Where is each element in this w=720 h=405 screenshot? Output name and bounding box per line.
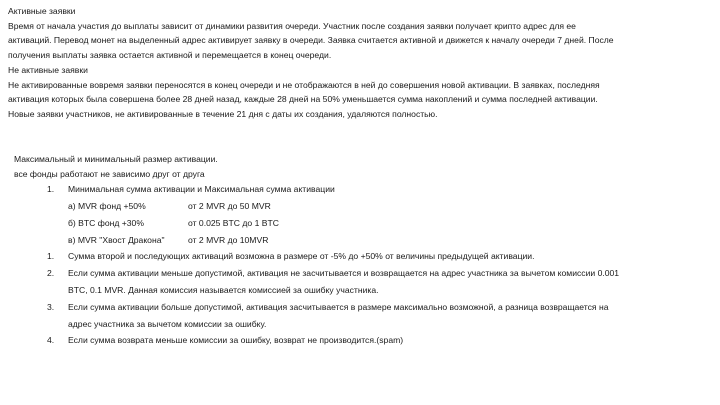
item-text: Если сумма возврата меньше комиссии за ошибку, возврат не производится.(spam)	[68, 335, 404, 346]
item-number: 1.	[47, 184, 55, 195]
active-line-3: получения выплаты заявка остается активной и перемещается в конец очереди.	[8, 50, 332, 61]
list-item	[14, 299, 714, 316]
list-item-continued	[14, 282, 714, 299]
item-number	[14, 198, 68, 215]
inactive-line-1: Не активированные вовремя заявки переносятся в конец очереди и не отображаются в ней до совершения новой активации. В заявках, последняя	[8, 79, 600, 90]
list-item	[14, 248, 714, 265]
active-heading: Активные заявки	[8, 6, 76, 16]
fund-row-mvr	[14, 198, 714, 215]
queue-rules-section	[8, 4, 716, 122]
fund-row-btc	[14, 215, 714, 232]
fund-name: в) MVR "Хвост Дракона"	[68, 234, 165, 245]
fund-name: б) BTC фонд +30%	[68, 217, 144, 228]
inactive-line-2: активация которых была совершена более 28 дней назад, каждые 28 дней на 50% уменьшается сумма накоплений и сумма последней активации.	[8, 94, 598, 105]
list-item	[14, 265, 714, 282]
item-number	[14, 215, 68, 232]
fund-range: от 2 MVR до 10MVR	[188, 234, 269, 245]
active-line-2: активаций. Перевод монет на выделенный адрес активирует заявку в очереди. Заявка считается активной и движется к началу очереди 7 дней. После	[8, 35, 614, 46]
item-number: 3.	[47, 301, 55, 312]
item-text: Если сумма активации меньше допустимой, активация не засчитывается и возвращается на адрес участника за вычетом комиссии 0.001	[68, 268, 620, 279]
active-line-1: Время от начала участия до выплаты зависит от динамики развития очереди. Участник после создания заявки получает крипто адрес для ее	[8, 20, 576, 31]
item-number	[14, 316, 68, 333]
item-text: Сумма второй и последующих активаций возможна в размере от -5% до +50% от величины предыдущей активации.	[68, 251, 535, 262]
list-item	[14, 181, 714, 198]
item-number: 4.	[47, 335, 55, 346]
fund-range: от 0.025 BTC до 1 BTC	[188, 217, 279, 228]
item-number	[14, 232, 68, 249]
item-text: BTC, 0.1 MVR. Данная комиссия называется комиссией за ошибку участника.	[68, 284, 379, 295]
item-text: Минимальная сумма активации и Максимальная сумма активации	[68, 184, 335, 195]
item-number	[14, 282, 68, 299]
inactive-heading: Не активные заявки	[8, 64, 88, 75]
sizes-title: Максимальный и минимальный размер активации.	[14, 154, 218, 164]
list-item-continued	[14, 316, 714, 333]
sizes-subtitle: все фонды работают не зависимо друг от друга	[14, 168, 205, 179]
activation-size-section	[14, 152, 714, 349]
item-number: 1.	[47, 251, 55, 262]
list-item	[14, 332, 714, 349]
item-text: Если сумма активации больше допустимой, активация засчитывается в размере максимально возможной, а разница возвращается на	[68, 301, 609, 312]
item-text: адрес участника за вычетом комиссии за ошибку.	[68, 318, 267, 329]
fund-range: от 2 MVR до 50 MVR	[188, 200, 271, 211]
fund-row-dragon	[14, 232, 714, 249]
inactive-line-3: Новые заявки участников, не активированные в течение 21 дня с даты их создания, удаляются полностью.	[8, 108, 438, 119]
fund-name: а) MVR фонд +50%	[68, 200, 146, 211]
item-number: 2.	[47, 268, 55, 279]
